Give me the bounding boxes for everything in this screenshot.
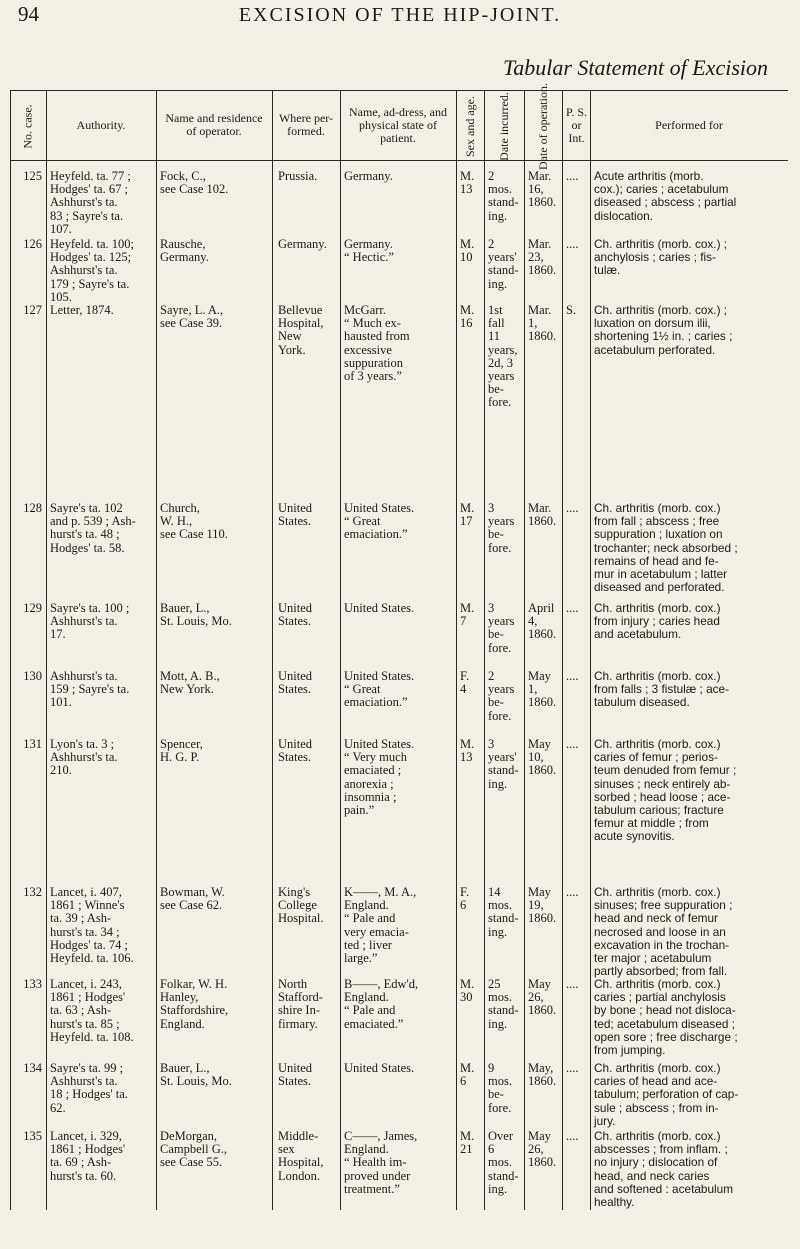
authority-cell: Ashhurst's ta. 159 ; Sayre's ta. 101. — [50, 669, 130, 710]
incurred-cell: 3 years be- fore. — [488, 601, 515, 655]
psi-cell: .... — [566, 1129, 579, 1143]
incurred-cell: 2 mos. stand- ing. — [488, 169, 519, 223]
case-number: 130 — [23, 669, 42, 683]
patient-cell: United States. — [344, 601, 415, 615]
where-cell: United States. — [278, 601, 313, 629]
psi-cell: .... — [566, 669, 579, 683]
header-date-incurred: Date incurred. — [496, 91, 511, 161]
authority-cell: Heyfeld. ta. 77 ; Hodges' ta. 67 ; Ashhurst's ta. 83 ; Sayre's ta. 107. — [50, 169, 131, 236]
case-number: 129 — [23, 601, 42, 615]
patient-cell: United States. — [344, 1061, 415, 1075]
table-row — [10, 82, 788, 1210]
operator-cell: DeMorgan, Campbell G., see Case 55. — [160, 1129, 228, 1170]
header-authority: Authority. — [76, 117, 126, 132]
authority-cell: Lancet, i. 329, 1861 ; Hodges' ta. 69 ; Ash- hurst's ta. 60. — [50, 1129, 126, 1183]
operation-date-cell: Mar. 1, 1860. — [528, 303, 557, 344]
operator-cell: Spencer, H. G. P. — [160, 737, 203, 765]
authority-cell: Lancet, i. 243, 1861 ; Hodges' ta. 63 ; Ash- hurst's ta. 85 ; Heyfeld. ta. 108. — [50, 977, 134, 1044]
header-performed-for: Performed for — [655, 117, 723, 132]
case-number: 127 — [23, 303, 42, 317]
operation-date-cell: May 10, 1860. — [528, 737, 557, 778]
sex-age-cell: M. 13 — [460, 737, 475, 765]
patient-cell: United States. “ Very much emaciated ; anorexia ; insomnia ; pain.” — [344, 737, 415, 818]
incurred-cell: 14 mos. stand- ing. — [488, 885, 519, 939]
psi-cell: .... — [566, 601, 579, 615]
incurred-cell: Over 6 mos. stand- ing. — [488, 1129, 519, 1196]
authority-cell: Sayre's ta. 99 ; Ashhurst's ta. 18 ; Hodges' ta. 62. — [50, 1061, 128, 1115]
incurred-cell: 2 years be- fore. — [488, 669, 515, 723]
case-number: 134 — [23, 1061, 42, 1075]
header-sex-age: Sex and age. — [462, 95, 477, 157]
operator-cell: Bauer, L., St. Louis, Mo. — [160, 1061, 232, 1089]
psi-cell: .... — [566, 885, 579, 899]
incurred-cell: 2 years' stand- ing. — [488, 237, 519, 291]
operator-cell: Bauer, L., St. Louis, Mo. — [160, 601, 232, 629]
patient-cell: Germany. — [344, 169, 393, 183]
patient-cell: K——, M. A., England. “ Pale and very emacia- ted ; liver large.” — [344, 885, 417, 966]
case-number: 135 — [23, 1129, 42, 1143]
where-cell: North Stafford- shire In- firmary. — [278, 977, 323, 1031]
performed-for-cell: Ch. arthritis (morb. cox.) from falls ; 3 fistulæ ; ace- tabulum diseased. — [594, 669, 730, 710]
patient-cell: McGarr. “ Much ex- hausted from excessive suppuration of 3 years.” — [344, 303, 410, 384]
patient-cell: B——, Edw'd, England. “ Pale and emaciated.” — [344, 977, 419, 1031]
incurred-cell: 9 mos. be- fore. — [488, 1061, 512, 1115]
header-operator: Name and residence of operator. — [165, 111, 263, 138]
sex-age-cell: M. 13 — [460, 169, 475, 197]
operator-cell: Rausche, Germany. — [160, 237, 209, 265]
case-number: 132 — [23, 885, 42, 899]
operation-date-cell: May 26, 1860. — [528, 1129, 557, 1170]
performed-for-cell: Ch. arthritis (morb. cox.) sinuses; free suppuration ; head and neck of femur necrosed and loose in an excavation in the trochan- ter major ; acetabulum partly absorbed; from fall. — [594, 885, 733, 979]
case-number: 126 — [23, 237, 42, 251]
operator-cell: Church, W. H., see Case 110. — [160, 501, 228, 542]
operation-date-cell: May 26, 1860. — [528, 977, 557, 1018]
sex-age-cell: M. 6 — [460, 1061, 475, 1089]
performed-for-cell: Ch. arthritis (morb. cox.) caries ; partial anchylosis by bone ; head not disloca- ted; acetabulum diseased ; open sore ; free discharge ; from jumping. — [594, 977, 738, 1058]
sex-age-cell: M. 17 — [460, 501, 475, 529]
header-no-case: No. case. — [20, 103, 35, 149]
psi-cell: .... — [566, 501, 579, 515]
where-cell: King's College Hospital. — [278, 885, 324, 926]
operation-date-cell: May, 1860. — [528, 1061, 557, 1089]
statement-table — [10, 82, 788, 1210]
psi-cell: S. — [566, 303, 577, 317]
operator-cell: Fock, C., see Case 102. — [160, 169, 229, 197]
case-number: 125 — [23, 169, 42, 183]
where-cell: United States. — [278, 501, 313, 529]
authority-cell: Sayre's ta. 100 ; Ashhurst's ta. 17. — [50, 601, 130, 642]
incurred-cell: 3 years be- fore. — [488, 501, 515, 555]
authority-cell: Heyfeld. ta. 100; Hodges' ta. 125; Ashhurst's ta. 179 ; Sayre's ta. 105. — [50, 237, 135, 304]
patient-cell: United States. “ Great emaciation.” — [344, 501, 415, 542]
case-number: 133 — [23, 977, 42, 991]
sex-age-cell: F. 6 — [460, 885, 470, 913]
psi-cell: .... — [566, 737, 579, 751]
operation-date-cell: May 19, 1860. — [528, 885, 557, 926]
incurred-cell: 3 years' stand- ing. — [488, 737, 519, 791]
performed-for-cell: Ch. arthritis (morb. cox.) from fall ; abscess ; free suppuration ; luxation on trochanter; neck absorbed ; remains of head and fe- mur in acetabulum ; latter diseased and perforated. — [594, 501, 738, 595]
patient-cell: Germany. “ Hectic.” — [344, 237, 394, 265]
authority-cell: Lancet, i. 407, 1861 ; Winne's ta. 39 ; Ash- hurst's ta. 34 ; Hodges' ta. 74 ; Heyfeld. ta. 106. — [50, 885, 134, 966]
where-cell: Bellevue Hospital, New York. — [278, 303, 324, 357]
header-patient: Name, ad-dress, and physical state of patient. — [349, 104, 447, 145]
patient-cell: United States. “ Great emaciation.” — [344, 669, 415, 710]
incurred-cell: 1st fall 11 years, 2d, 3 years be- fore. — [488, 303, 518, 410]
sex-age-cell: M. 21 — [460, 1129, 475, 1157]
psi-cell: .... — [566, 169, 579, 183]
where-cell: Middle- sex Hospital, London. — [278, 1129, 324, 1183]
performed-for-cell: Ch. arthritis (morb. cox.) ; anchylosis ; caries ; fis- tulæ. — [594, 237, 728, 278]
operator-cell: Mott, A. B., New York. — [160, 669, 220, 697]
operator-cell: Folkar, W. H. Hanley, Staffordshire, England. — [160, 977, 229, 1031]
running-title: EXCISION OF THE HIP-JOINT. — [238, 4, 562, 26]
operation-date-cell: Mar. 23, 1860. — [528, 237, 557, 278]
psi-cell: .... — [566, 1061, 579, 1075]
authority-cell: Lyon's ta. 3 ; Ashhurst's ta. 210. — [50, 737, 118, 778]
header-psi: P. S. or Int. — [565, 104, 588, 145]
where-cell: United States. — [278, 1061, 313, 1089]
operation-date-cell: May 1, 1860. — [528, 669, 557, 710]
operation-date-cell: April 4, 1860. — [528, 601, 557, 642]
incurred-cell: 25 mos. stand- ing. — [488, 977, 519, 1031]
psi-cell: .... — [566, 977, 579, 991]
where-cell: Germany. — [278, 237, 327, 251]
performed-for-cell: Ch. arthritis (morb. cox.) caries of femur ; perios- teum denuded from femur ; sinuses ; neck entirely ab- sorbed ; head loose ; ace- tabulum carious; fracture femur at middle ; from acute synovitis. — [594, 737, 737, 844]
performed-for-cell: Acute arthritis (morb. cox.); caries ; acetabulum diseased ; abscess ; partial dislocation. — [594, 169, 737, 223]
header-where: Where per-formed. — [278, 111, 334, 138]
page-number: 94 — [18, 2, 39, 26]
authority-cell: Sayre's ta. 102 and p. 539 ; Ash- hurst's ta. 48 ; Hodges' ta. 58. — [50, 501, 136, 555]
operator-cell: Bowman, W. see Case 62. — [160, 885, 225, 913]
authority-cell: Letter, 1874. — [50, 303, 114, 317]
operator-cell: Sayre, L. A., see Case 39. — [160, 303, 224, 331]
operation-date-cell: Mar. 1860. — [528, 501, 557, 529]
patient-cell: C——, James, England. “ Health im- proved under treatment.” — [344, 1129, 418, 1196]
sex-age-cell: F. 4 — [460, 669, 470, 697]
sex-age-cell: M. 10 — [460, 237, 475, 265]
performed-for-cell: Ch. arthritis (morb. cox.) abscesses ; from inflam. ; no injury ; dislocation of head, and neck caries and softened : acetabulum healthy. — [594, 1129, 734, 1210]
sex-age-cell: M. 7 — [460, 601, 475, 629]
performed-for-cell: Ch. arthritis (morb. cox.) caries of head and ace- tabulum; perforation of cap- sule ; abscess ; from in- jury. — [594, 1061, 739, 1128]
sex-age-cell: M. 30 — [460, 977, 475, 1005]
performed-for-cell: Ch. arthritis (morb. cox.) ; luxation on dorsum ilii, shortening 1½ in. ; caries ; acetabulum perforated. — [594, 303, 733, 357]
where-cell: United States. — [278, 737, 313, 765]
operation-date-cell: Mar. 16, 1860. — [528, 169, 557, 210]
psi-cell: .... — [566, 237, 579, 251]
sex-age-cell: M. 16 — [460, 303, 475, 331]
case-number: 128 — [23, 501, 42, 515]
table-subtitle: Tabular Statement of Excision — [502, 55, 768, 80]
where-cell: Prussia. — [278, 169, 318, 183]
header-date-operation: Date of operation. — [535, 82, 550, 170]
case-number: 131 — [23, 737, 42, 751]
performed-for-cell: Ch. arthritis (morb. cox.) from injury ; caries head and acetabulum. — [594, 601, 721, 642]
where-cell: United States. — [278, 669, 313, 697]
